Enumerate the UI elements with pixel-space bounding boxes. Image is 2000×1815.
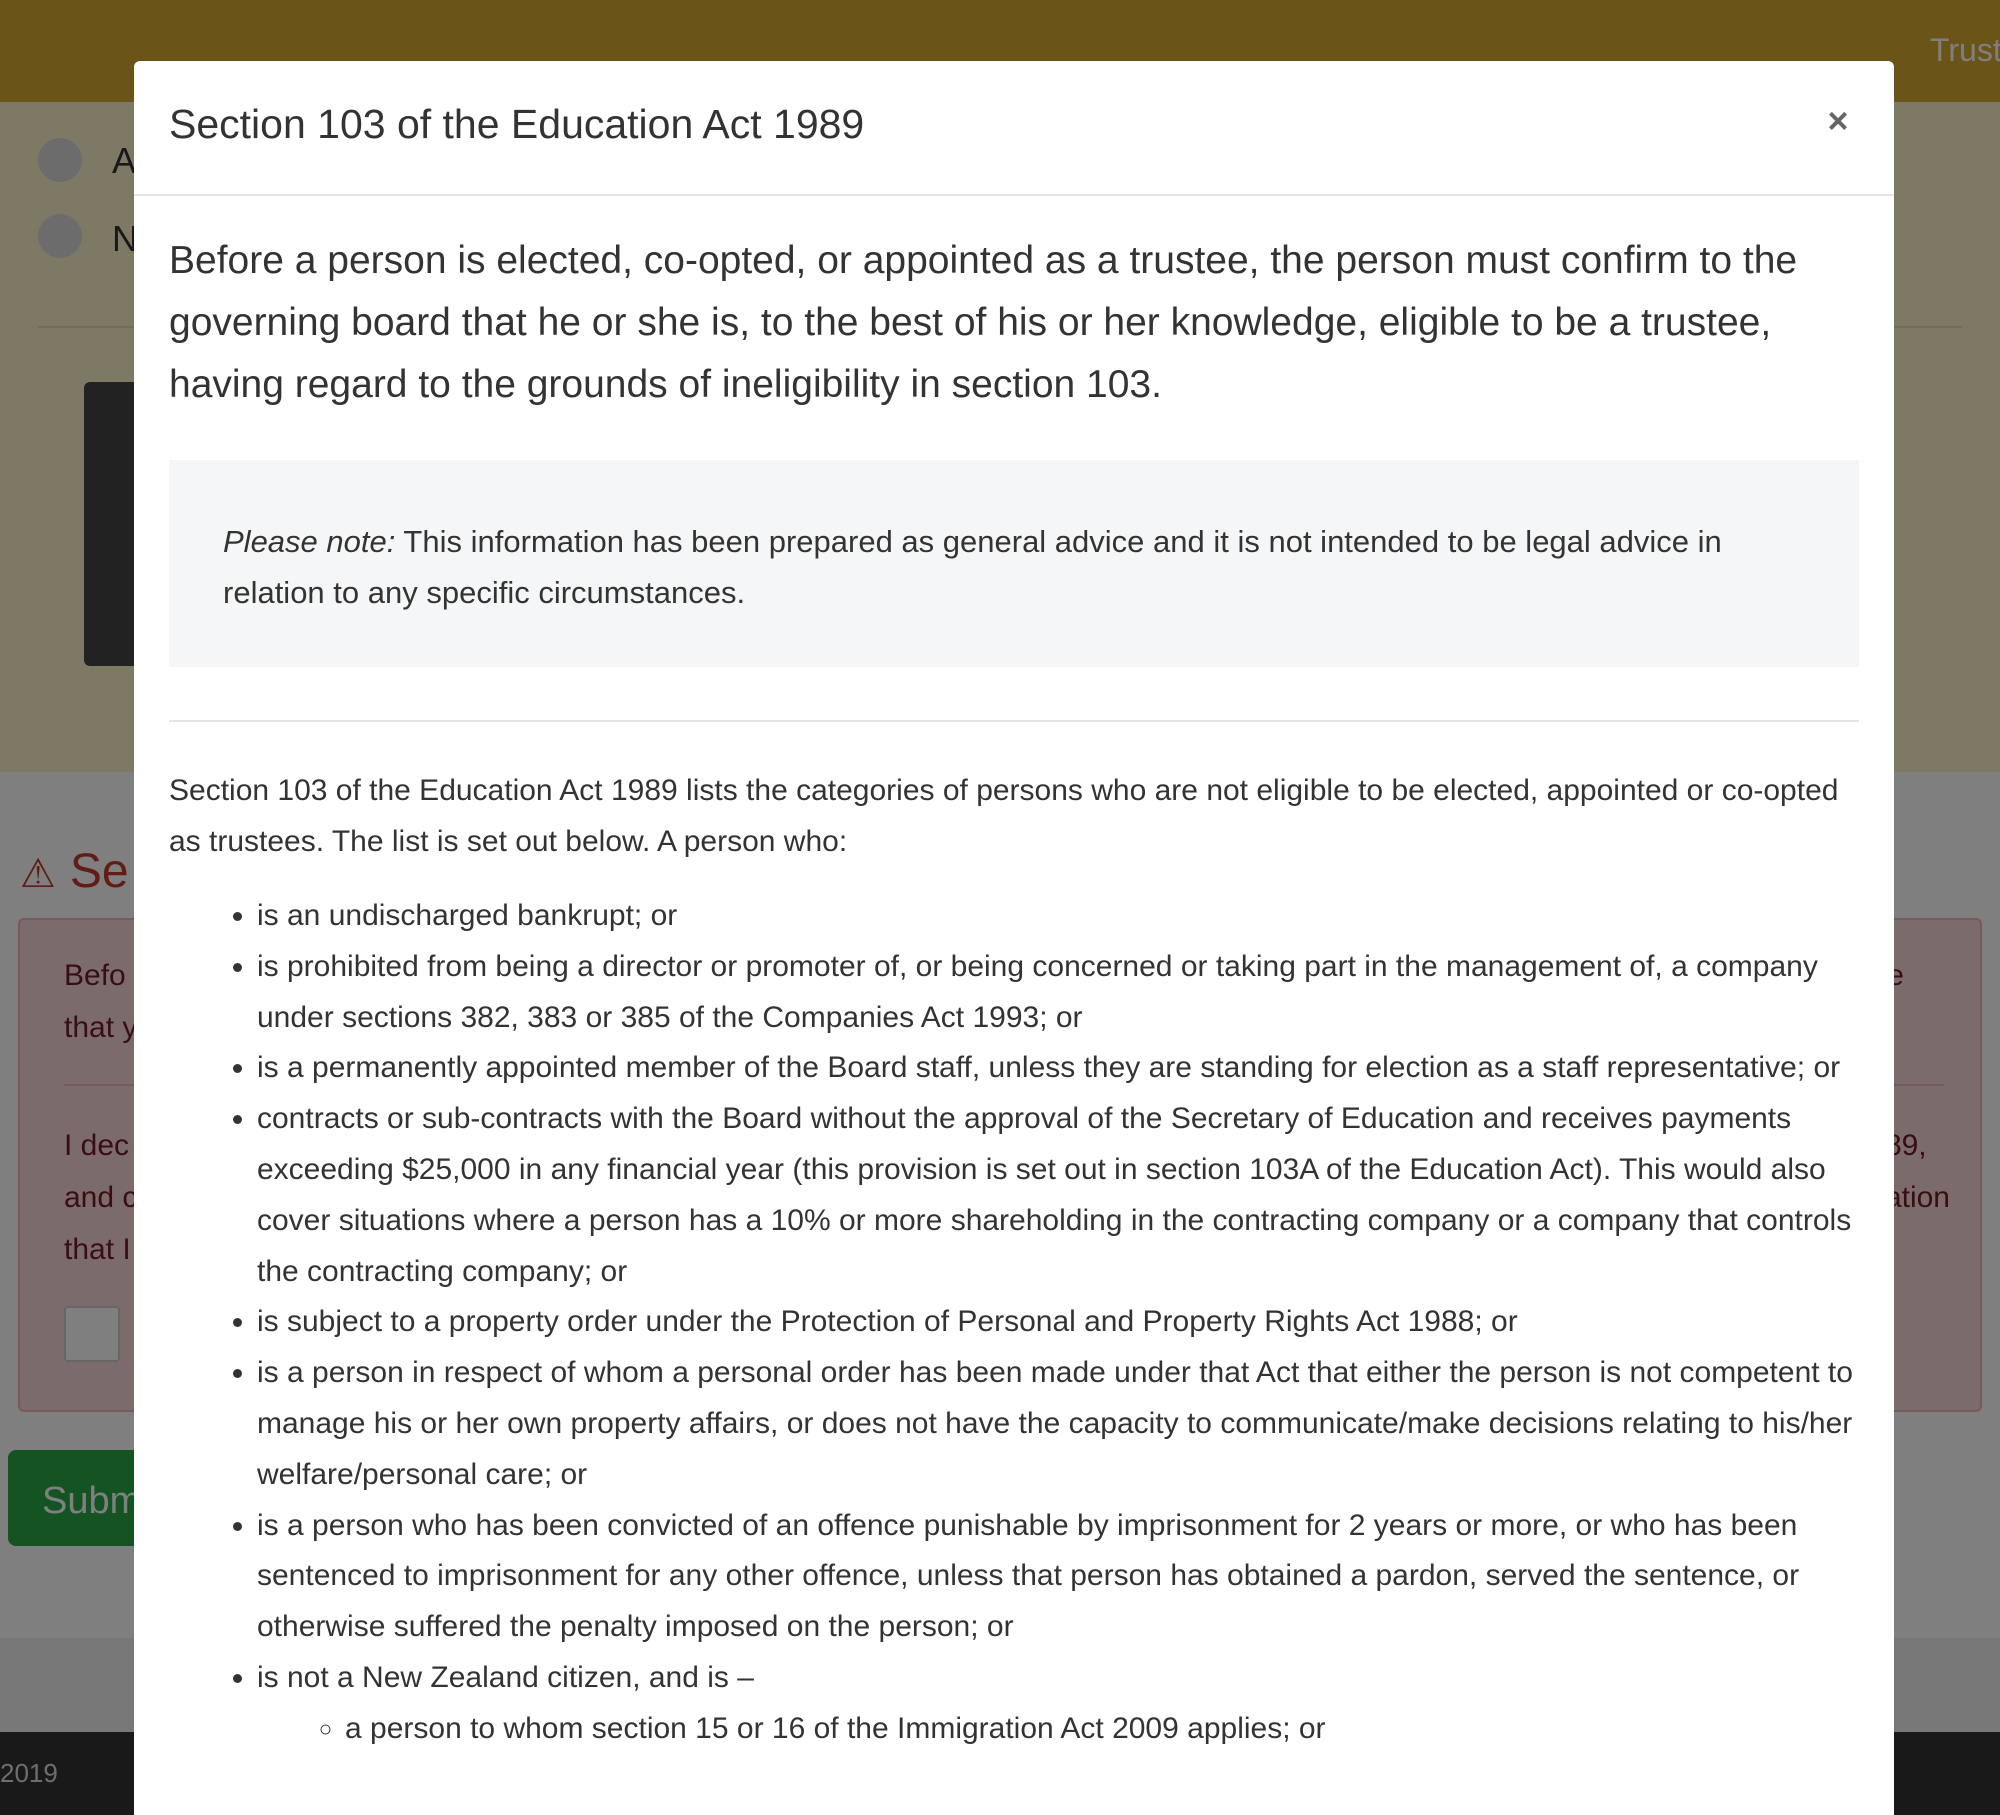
list-item: • is a permanently appointed member of the Board staff, unless they are standing for election as a staff representative; or [257,1043,1859,1094]
note-body: This information has been prepared as general advice and it is not intended to be legal advice in relation to any specific circumstances. [223,524,1722,610]
list-item: • contracts or sub-contracts with the Board without the approval of the Secretary of Education and receives payments exceeding $25,000 in any financial year (this provision is set out in section 103A of the Education Act). This would also cover situations where a person has a 10% or more shareholding in the contracting company or a company that controls the contracting company; or [257,1094,1859,1297]
list-item: • is an undischarged bankrupt; or [257,891,1859,942]
modal-title: Section 103 of the Education Act 1989 [169,101,865,147]
sub-list-item: ◦ a person to whom section 15 or 16 of the Immigration Act 2009 applies; or [345,1704,1859,1755]
list-item: • is prohibited from being a director or promoter of, or being concerned or taking part in the management of, a company under sections 382, 383 or 385 of the Companies Act 1993; or [257,942,1859,1044]
section-103-modal [134,61,1894,1815]
citizenship-sub-list [257,1704,1859,1755]
list-item-text: is not a New Zealand citizen, and is – [257,1660,754,1694]
note-label: Please note: [223,524,396,559]
modal-divider [169,720,1859,722]
modal-body [134,230,1894,1755]
note-paragraph [223,516,1805,618]
list-item [257,1653,1859,1755]
intro-paragraph: Section 103 of the Education Act 1989 lists the categories of persons who are not eligible to be elected, appointed or co-opted as trustees. The list is set out below. A person who: [169,774,1839,858]
close-icon[interactable]: × [1827,100,1849,141]
ineligibility-list [169,891,1859,1755]
list-item: • is a person who has been convicted of an offence punishable by imprisonment for 2 years or more, or who has been sentenced to imprisonment for any other offence, unless that person has obtained a pardon, served the sentence, or otherwise suffered the penalty imposed on the person; or [257,1501,1859,1653]
modal-header [134,61,1894,196]
list-item: • is a person in respect of whom a personal order has been made under that Act that either the person is not competent to manage his or her own property affairs, or does not have the capacity to communicate/make decisions relating to his/her welfare/personal care; or [257,1348,1859,1500]
list-item: • is subject to a property order under the Protection of Personal and Property Rights Act 1988; or [257,1297,1859,1348]
lead-paragraph: Before a person is elected, co-opted, or appointed as a trustee, the person must confirm to the governing board that he or she is, to the best of his or her knowledge, eligible to be a trustee, having regard to the grounds of ineligibility in section 103. [169,239,1798,406]
note-box [169,460,1859,667]
